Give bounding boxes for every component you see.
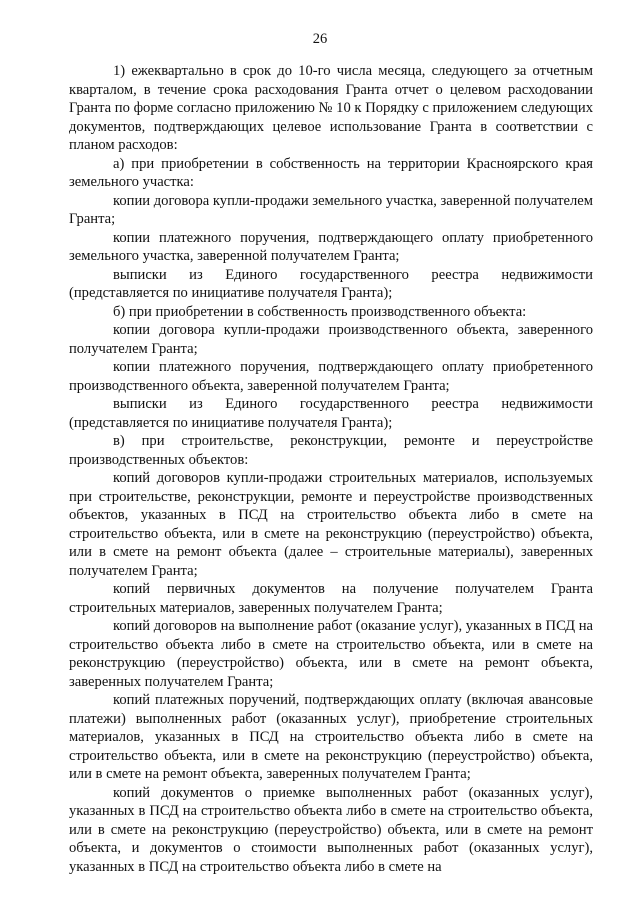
paragraph-land-payment-order: копии платежного поручения, подтверждающего оплату приобретенного земельного участка, заверенной получателем Гранта;	[69, 229, 593, 264]
page-number: 26	[312, 31, 328, 47]
paragraph-land-plot-heading: а) при приобретении в собственность на территории Красноярского края земельного участка:	[69, 155, 593, 190]
paragraph-materials-contracts: копий договоров купли-продажи строительных материалов, используемых при строительстве, реконструкции, ремонте и переустройстве производственных объектов, указанных в ПСД на строительство объекта либо в смете на строительство объекта, или в смете на реконструкцию (переустройство) объекта, или в смете на ремонт объекта (далее – строительные материалы), заверенных получателем Гранта;	[69, 470, 593, 579]
paragraph-production-object-heading: б) при приобретении в собственность производственного объекта:	[113, 303, 527, 320]
paragraph-primary-documents: копий первичных документов на получение получателем Гранта строительных материалов, заверенных получателем Гранта;	[69, 581, 593, 616]
paragraph-construction-heading: в) при строительстве, реконструкции, ремонте и переустройстве производственных объектов:	[69, 433, 593, 468]
paragraph-object-sale-contract: копии договора купли-продажи производственного объекта, заверенного получателем Гранта;	[69, 322, 593, 357]
paragraph-object-payment-order: копии платежного поручения, подтверждающего оплату приобретенного производственного объекта, заверенной получателем Гранта;	[69, 359, 593, 394]
document-body	[69, 62, 593, 876]
paragraph-object-registry-extract: выписки из Единого государственного реестра недвижимости (представляется по инициативе получателя Гранта);	[69, 396, 593, 431]
paragraph-works-contracts: копий договоров на выполнение работ (оказание услуг), указанных в ПСД на строительство объекта либо в смете на строительство объекта, или в смете на реконструкцию (переустройство) объекта, или в смете на ремонт объекта, заверенных получателем Гранта;	[69, 618, 593, 690]
paragraph-acceptance-documents: копий документов о приемке выполненных работ (оказанных услуг), указанных в ПСД на строительство объекта либо в смете на строительство объекта, или в смете на реконструкцию (переустройство) объекта, или в смете на ремонт объекта, и документов о стоимости выполненных работ (оказанных услуг), указанных в ПСД на строительство объекта либо в смете на	[69, 784, 593, 875]
paragraph-quarterly-report: 1) ежеквартально в срок до 10-го числа месяца, следующего за отчетным кварталом, в течение срока расходования Гранта отчет о целевом расходовании Гранта по форме согласно приложению № 10 к Порядку с приложением следующих документов, подтверждающих целевое использование Гранта в соответствии с планом расходов:	[69, 63, 593, 153]
paragraph-land-registry-extract: выписки из Единого государственного реестра недвижимости (представляется по инициативе получателя Гранта);	[69, 266, 593, 301]
paragraph-payment-orders: копий платежных поручений, подтверждающих оплату (включая авансовые платежи) выполненных работ (оказанных услуг), приобретение строительных материалов, указанных в ПСД на строительство объекта либо в смете на строительство объекта, или в смете на реконструкцию (переустройство) объекта, или в смете на ремонт объекта, заверенных получателем Гранта;	[69, 692, 593, 782]
paragraph-land-sale-contract: копии договора купли-продажи земельного участка, заверенной получателем Гранта;	[69, 192, 593, 227]
